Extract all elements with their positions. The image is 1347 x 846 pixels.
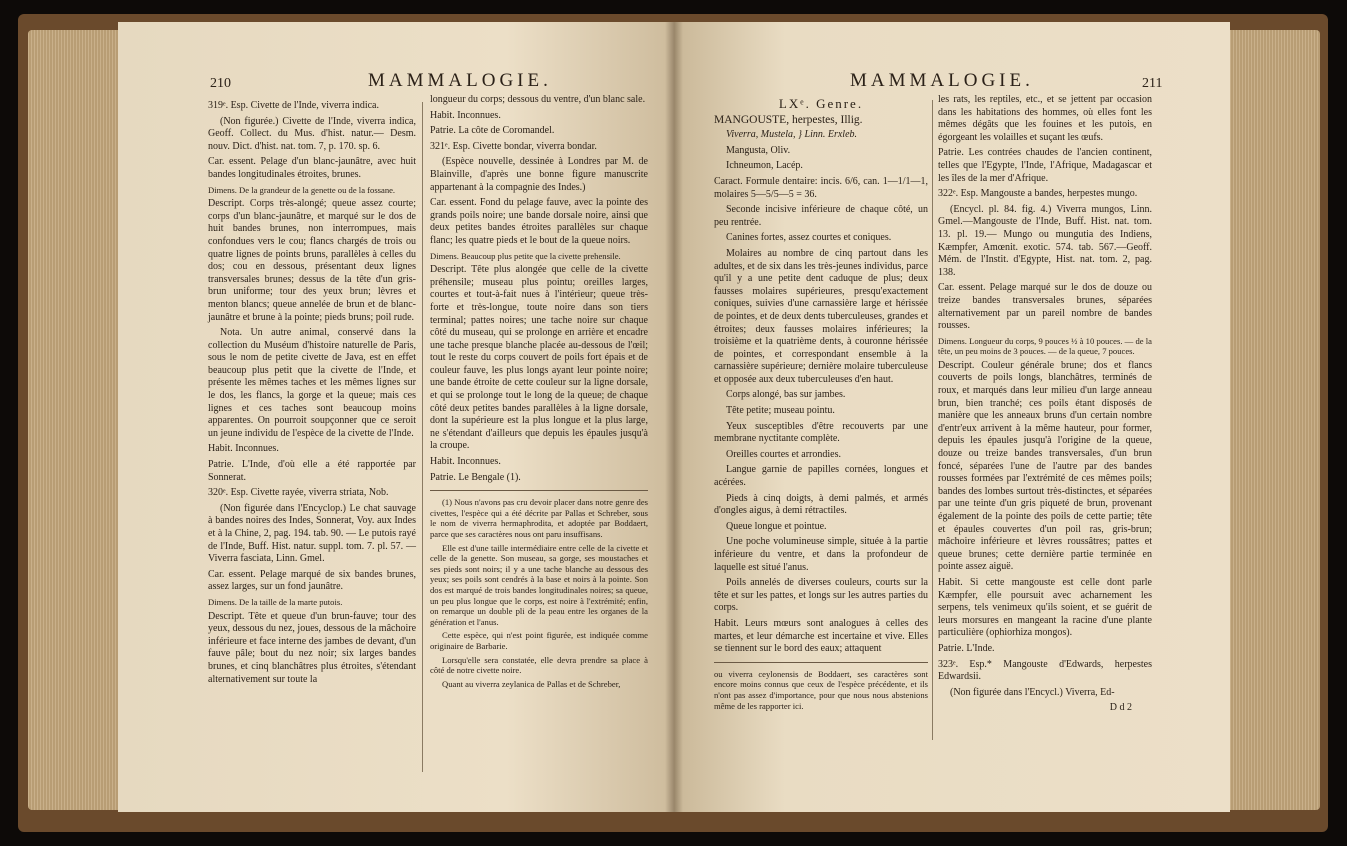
genus-character: Langue garnie de papilles cornées, longues et acérées. [714, 464, 928, 489]
species-heading: 321ᵉ. Esp. Civette bondar, viverra bondar. [430, 140, 597, 152]
homeland: Patrie. Le Bengale (1). [430, 471, 521, 483]
synonym: Ichneumon, Lacép. [726, 160, 803, 172]
running-head: MAMMALOGIE. [850, 70, 1034, 91]
column-divider [932, 100, 933, 740]
genus-heading: LXᵉ. Genre. [778, 96, 864, 111]
genus-character: Oreilles courtes et arrondies. [726, 448, 841, 460]
species-heading: 323ᵉ. Esp.* Mangouste d'Edwards, herpestes Edwardsii. [938, 658, 1152, 683]
description-continued: longueur du corps; dessous du ventre, d'un blanc sale. [430, 94, 646, 105]
column-divider [422, 102, 423, 772]
footnote-rule [430, 490, 648, 491]
description: Descript. Couleur générale brune; dos et flancs couverts de poils longs, blanchâtres, terminés de roux, et marqués dans leur milieu d'un large anneau brun, bien tranché; ces poils étant disposés de manière que les anneaux bruns d'un certain nombre d'entr'eux arrivent à la même hauteur, pour former, depuis les épaules jusqu'à l'origine de la queue, douze ou treize bandes transversales, d'un brun foncé, séparées l'une de l'autre par des bandes rousses formées par l'extrémité de ces mêmes poils; bandes des lombes surtout très-distinctes, et séparées par une teinte d'un gris piqueté de brun, provenant également de la pointe des poils de cette partie; tête et épaules couvertes d'un poil ras, gris-brun; mâchoire inférieure et lèvres roussâtres; pattes et queue brunes; cette dernière partie terminée en pointe assez aiguë. [938, 359, 1152, 573]
synonymy: (Non figurée dans l'Encyclop.) Le chat sauvage à bandes noires des Indes, Sonnerat, Voy. aux Indes et à la Chine, 2, pag. 194. tab. 90. — Le putois rayé de l'Inde, Buff. Hist. natur. suppl. tom. 7. pl. 57. — Viverra fasciata, Linn. Gmel. [208, 502, 416, 565]
habits: Habit. Inconnues. [208, 443, 279, 455]
habits: Habit. Inconnues. [430, 456, 501, 468]
homeland: Patrie. L'Inde. [938, 642, 995, 654]
genus-character: Corps alongé, bas sur jambes. [726, 389, 846, 401]
essential-characters: Car. essent. Pelage d'un blanc-jaunâtre, avec huit bandes longitudinales étroites, brunes. [208, 156, 416, 180]
homeland: Patrie. Les contrées chaudes de l'ancien continent, telles que l'Egypte, l'Inde, l'Afrique, Madagascar et les îles de la mer d'Afrique. [938, 147, 1152, 184]
synonymy: (Espèce nouvelle, dessinée à Londres par M. de Blainville, d'après une bonne figure manuscrite appartenant à la compagnie des Indes.) [430, 156, 648, 193]
species-heading: 320ᵉ. Esp. Civette rayée, viverra striata, Nob. [208, 487, 389, 499]
synonymy: (Encycl. pl. 84. fig. 4.) Viverra mungos, Linn. Gmel.—Mangouste de l'Inde, Buff. Hist. nat. tom. 13. pl. 19.— Mungo ou mungutia des Indiens, Kæmpfer, Amœnit. exotic. 574. tab. 567.—Geoff. Mém. de l'Instit. d'Egypte, Hist. nat. tom. 2, pag. 138. [938, 203, 1152, 278]
species-heading: 319ᵉ. Esp. Civette de l'Inde, viverra indica. [208, 100, 379, 111]
right-column-1 [714, 98, 928, 714]
page-number: 211 [1142, 76, 1163, 91]
dimensions: Dimens. De la taille de la marte putois. [208, 596, 343, 607]
description: Descript. Tête plus alongée que celle de la civette préhensile; museau plus pointu; oreilles larges, courtes et tout-à-fait nues à l'intérieur; queue très-forte et très-longue, toute noire dans son tiers terminal; pattes noires; une tache noire sur chaque côté du museau, qui se prolonge en arrière et encadre une tache presque blanche placée au-dessous de l'œil; tout le reste du corps couvert de poils fort épais et de couleur fauve, les plus longs ayant leur pointe noire; une bande étroite de cette couleur sur la ligne dorsale, et qui se prolonge tout le long de la queue; de chaque côté deux petites bandes parallèles à la ligne dorsale, dont la supérieure est la plus longue et la plus large, ne s'étendant d'ailleurs que depuis les épaules jusqu'à la croupe. [430, 264, 648, 452]
essential-characters: Car. essent. Fond du pelage fauve, avec la pointe des grands poils noire; une bande dorsale noire, ainsi que deux petites bandes étroites parallèles sur chaque flanc; les quatre pieds et le bout de la queue noirs. [430, 197, 648, 246]
habits: Habit. Inconnues. [430, 109, 501, 121]
synonymy: (Non figurée dans l'Encycl.) Viverra, Ed- [950, 686, 1115, 698]
left-column-1 [208, 100, 416, 689]
habits: Habit. Si cette mangouste est celle dont parle Kæmpfer, elle poursuit avec acharnement les serpens, tels venimeux qu'ils soient, et se guérit de leurs morsures en mangeant la racine d'une plante particulière (ophiorhiza mongos). [938, 576, 1152, 639]
habits-continued: les rats, les reptiles, etc., et se jettent par occasion dans les habitations des hommes, où elles font les mêmes dégâts que les fouines et les putois, en égorgeant les volailles et suçant les œufs. [938, 94, 1152, 143]
synonym: Mangusta, Oliv. [726, 144, 791, 156]
genus-character: Une poche volumineuse simple, située à la partie inférieure du ventre, et dans la profondeur de laquelle est situé l'anus. [714, 536, 928, 573]
genus-name: MANGOUSTE, herpestes, Illig. [714, 113, 863, 126]
page-edges-left [28, 30, 120, 810]
running-head: MAMMALOGIE. [368, 70, 552, 91]
dental-formula: Caract. Formule dentaire: incis. 6/6, can. 1—1/1—1, molaires 5—5/5—5 = 36. [714, 175, 928, 200]
dimensions: Dimens. De la grandeur de la genette ou de la fossane. [208, 184, 396, 195]
genus-character: Tête petite; museau pointu. [726, 405, 835, 417]
footnote-rule [714, 662, 928, 663]
species-heading: 322ᵉ. Esp. Mangouste a bandes, herpestes mungo. [938, 188, 1138, 200]
right-page [674, 22, 1230, 812]
right-column-2 [938, 94, 1152, 718]
genus-character: Pieds à cinq doigts, à demi palmés, et armés d'ongles aigus, à demi rétractiles. [714, 492, 928, 517]
page-edges-right [1228, 30, 1320, 810]
page-number: 210 [210, 76, 231, 91]
genus-character: Queue longue et pointue. [726, 520, 827, 532]
habits: Habit. Leurs mœurs sont analogues à celles des martes, et leur démarche est incertaine et vive. Elles se tiennent sur le bord des eaux; attaquent [714, 617, 928, 655]
left-page [118, 22, 674, 812]
genus-character: Molaires au nombre de cinq partout dans les adultes, et de six dans les très-jeunes individus, parce qu'il y a une petite dent caduque de plus; deux fausses molaires supérieures, presqu'exactement coniques, suivies d'une carnassière large et hérissée de pointes, et de deux dents tuberculeuses, grandes et étroites; deux fausses molaires inférieures; la troisième et la quatrième dents, à couronne hérissée de pointes, et correspondant ensemble à la carnassière supérieure; dernière molaire tuberculeuse et opposée aux deux tuberculeuses d'en haut. [714, 247, 928, 385]
essential-characters: Car. essent. Pelage marqué de six bandes brunes, assez larges, sur un fond jaunâtre. [208, 568, 416, 593]
signature-mark: D d 2 [1109, 702, 1132, 714]
synonym: Viverra, Mustela, } Linn. Erxleb. [726, 129, 858, 141]
genus-character: Yeux susceptibles d'être recouverts par une membrane nyctitante complète. [714, 420, 928, 445]
genus-character: Seconde incisive inférieure de chaque côté, un peu rentrée. [714, 204, 928, 228]
synonymy: (Non figurée.) Civette de l'Inde, viverra indica, Geoff. Collect. du Mus. d'hist. natur.— Desm. nouv. Dict. d'hist. nat. tom. 7, p. 170. sp. 6. [208, 115, 416, 152]
genus-character: Poils annelés de diverses couleurs, courts sur la tête et sur les pattes, et longs sur les autres parties du corps. [714, 577, 928, 614]
note: Nota. Un autre animal, conservé dans la collection du Muséum d'histoire naturelle de Paris, sous le nom de petite civette de Java, est en effet beaucoup plus petit que la civette de l'Inde, et présente les mêmes taches et les mêmes lignes sur le dos, les flancs, la gorge et la queue; mais ces lignes et ces taches sont beaucoup moins apparentes. On pourroit soupçonner que ce seroit un jeune individu de l'espèce de la civette de l'Inde. [208, 327, 416, 439]
essential-characters: Car. essent. Pelage marqué sur le dos de douze ou treize bandes transversales brunes, séparées alternativement par un pareil nombre de bandes rousses. [938, 282, 1152, 332]
genus-character: Canines fortes, assez courtes et coniques. [726, 232, 892, 244]
footnote: ou viverra ceylonensis de Boddaert, ses caractères sont encore moins connus que ceux de l'espèce précédente, et ils n'ont pas assez d'importance, pour que nous nous abstenions même de les rapporter ici. [714, 668, 928, 711]
book-gutter [665, 22, 683, 812]
dimensions: Dimens. Longueur du corps, 9 pouces ½ à 10 pouces. — de la tête, un peu moins de 3 pouces. — de la queue, 7 pouces. [938, 335, 1152, 357]
description: Descript. Corps très-alongé; queue assez courte; corps d'un blanc-jaunâtre, et marqué sur le dos de huit bandes brunes, non interrompues, mais confondues vers le cou; flancs chargés de trois ou quatre lignes de points bruns, parallèles à celles du dos; cou en dessous, présentant deux lignes transversales brunes; dessus de la tête d'un gris-brun uniforme; tour des yeux brun; lèvres et menton blancs; queue annelée de brun et de blanc-jaunâtre et brune à la pointe; pieds bruns; poil rude. [208, 198, 416, 323]
homeland: Patrie. La côte de Coromandel. [430, 125, 555, 137]
homeland: Patrie. L'Inde, d'où elle a été rapportée par Sonnerat. [208, 459, 416, 483]
left-column-2 [430, 94, 648, 692]
description: Descript. Tête et queue d'un brun-fauve; tour des yeux, dessous du nez, joues, dessous de la mâchoire inférieure et face interne des jambes de devant, d'un fauve pâle; bout du nez noir; six larges bandes brunes, et cinq blanchâtres plus étroites, s'étendant alternativement sur toute la [208, 610, 417, 685]
footnote: (1) Nous n'avons pas cru devoir placer dans notre genre des civettes, l'espèce qui a été décrite par Pallas et Schreber, sous le nom de viverra hermaphrodita, et adoptée par Boddaert, parce que ses caractères nous ont paru insuffisans. Elle est d'une taille intermédiaire entre celle de la civette et celle de la genette. Son museau, sa gorge, ses moustaches et ses pieds sont noirs; il y a une tache blanche au dessous des yeux; ses poils sont cendrés à la base et noirs à la pointe. Son dos est marqué de trois bandes longitudinales noires; sa queue, un peu plus longue que le corps, est noire à l'extrémité; enfin, on remarque un double pli de la peau entre les organes de la génération et l'anus. Cette espèce, qui n'est point figurée, est indiquée comme originaire de Barbarie. Lorsqu'elle sera constatée, elle devra prendre sa place à côté de notre civette noire. Quant au viverra zeylanica de Pallas et de Schreber, [430, 497, 648, 689]
dimensions: Dimens. Beaucoup plus petite que la civette prehensile. [430, 250, 621, 261]
